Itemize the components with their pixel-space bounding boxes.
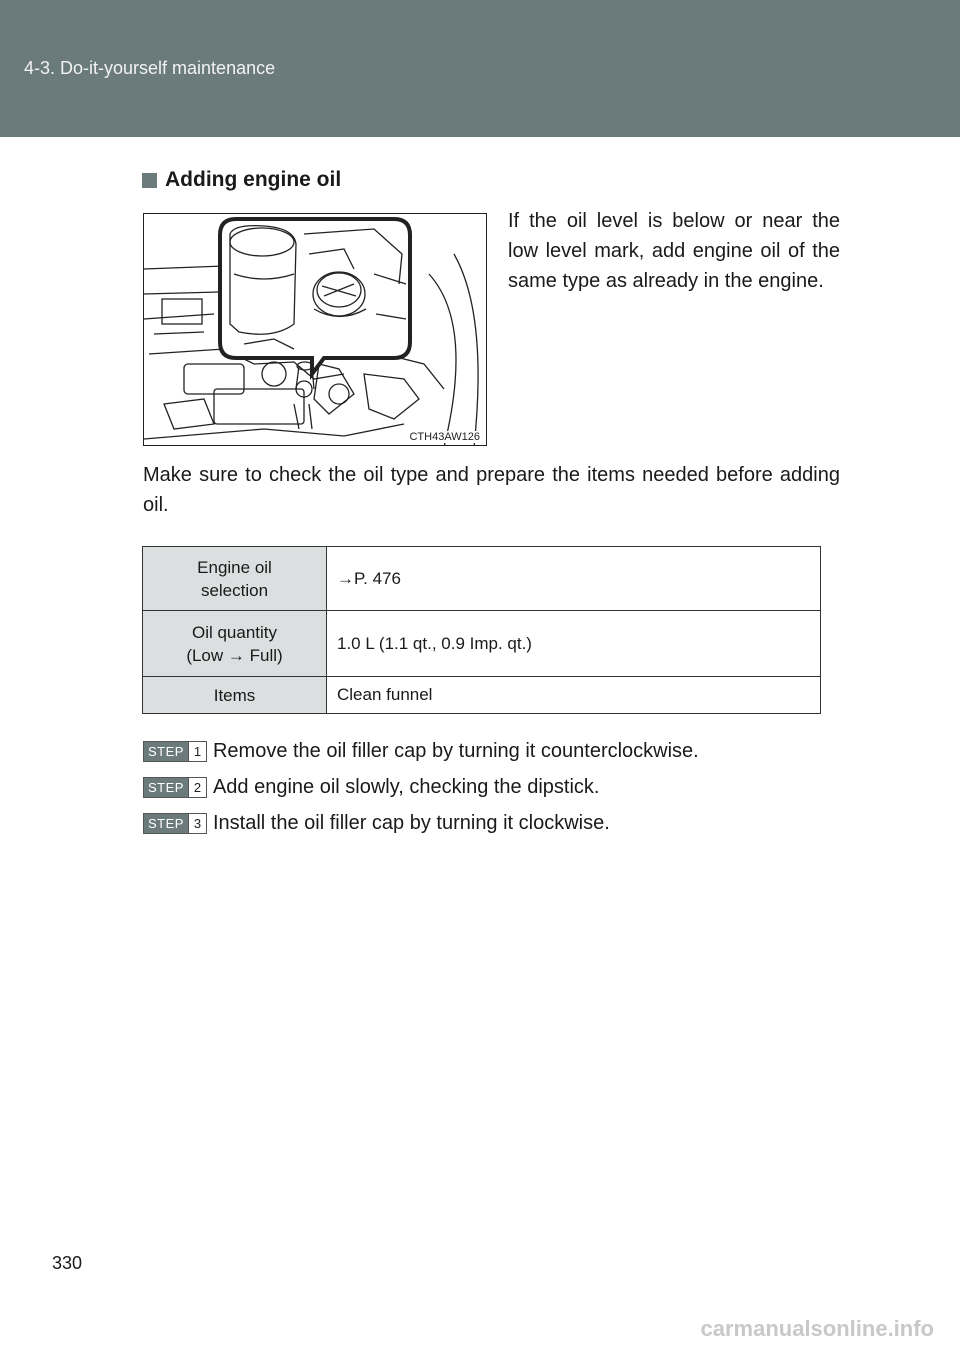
section-title: 4-3. Do-it-yourself maintenance bbox=[24, 58, 276, 78]
header-band bbox=[0, 0, 960, 137]
figure-code: CTH43AW126 bbox=[409, 431, 480, 443]
table-label-cell: Oil quantity (Low → Full) bbox=[143, 611, 327, 677]
step-text: Remove the oil filler cap by turning it counterclockwise. bbox=[212, 739, 699, 762]
table-row bbox=[143, 547, 821, 611]
table-value-cell: 1.0 L (1.1 qt., 0.9 Imp. qt.) bbox=[327, 611, 821, 677]
watermark: carmanualsonline.info bbox=[700, 1316, 934, 1341]
table-label-cell: Items bbox=[143, 677, 327, 714]
steps-list bbox=[143, 733, 699, 841]
step-text: Add engine oil slowly, checking the dipstick. bbox=[212, 775, 600, 798]
table-row bbox=[143, 611, 821, 677]
heading-text: Adding engine oil bbox=[165, 168, 342, 191]
step-item bbox=[143, 733, 699, 769]
table-value-cell: Clean funnel bbox=[327, 677, 821, 714]
engine-drawing bbox=[144, 214, 487, 446]
heading-square-icon bbox=[142, 173, 157, 188]
section-heading bbox=[142, 168, 341, 192]
table-label-cell: Engine oil selection bbox=[143, 547, 327, 611]
step-text: Install the oil filler cap by turning it clockwise. bbox=[212, 811, 610, 834]
page-number: 330 bbox=[52, 1253, 83, 1273]
instruction-paragraph: Make sure to check the oil type and prepare the items needed before adding oil. bbox=[143, 464, 840, 516]
step-badge: STEP 1 bbox=[143, 741, 207, 762]
table-row bbox=[143, 677, 821, 714]
table-value-cell: →P. 476 bbox=[327, 547, 821, 611]
engine-illustration bbox=[143, 213, 487, 446]
step-item bbox=[143, 805, 699, 841]
step-badge: STEP 3 bbox=[143, 813, 207, 834]
step-item bbox=[143, 769, 699, 805]
step-badge: STEP 2 bbox=[143, 777, 207, 798]
oil-spec-table bbox=[142, 546, 821, 714]
intro-text: If the oil level is below or near the low level mark, add engine oil of the same type as already in the engine. bbox=[508, 210, 840, 292]
